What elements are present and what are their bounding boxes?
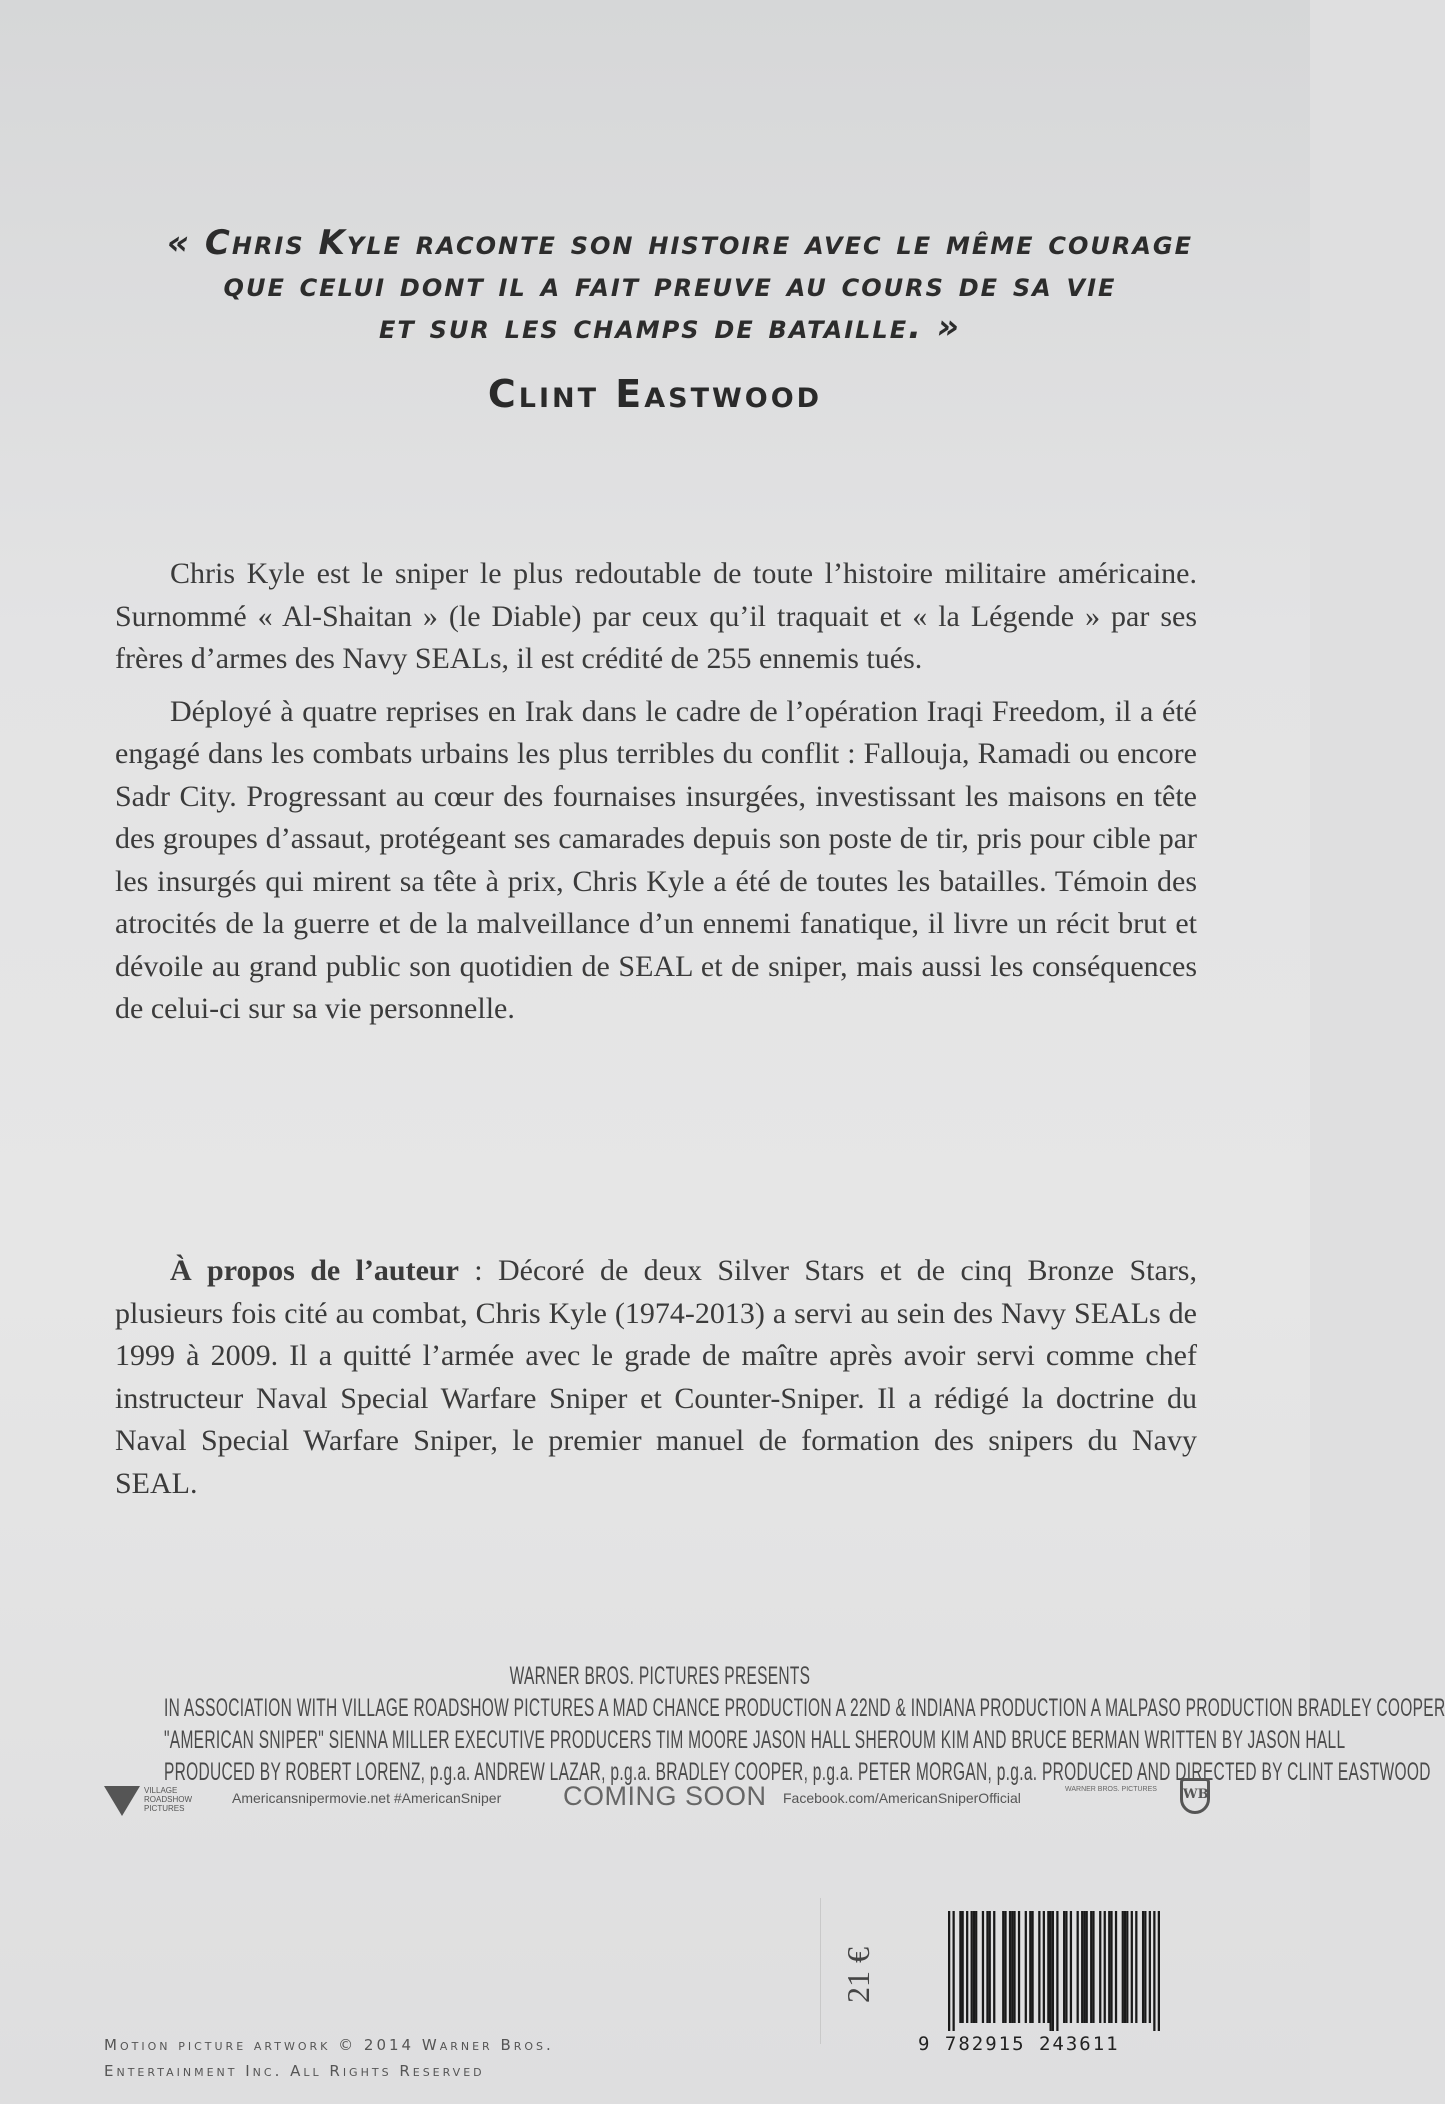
facebook-page-text: Facebook.com/AmericanSniperOfficial	[783, 1790, 1021, 1806]
village-roadshow-v-icon	[104, 1786, 140, 1816]
book-blurb	[115, 553, 1197, 1031]
barcode-bar	[1056, 1911, 1058, 2031]
warner-bros-small-label: WARNER BROS. PICTURES	[1065, 1786, 1157, 1793]
village-roadshow-logo-text: VILLAGE ROADSHOW PICTURES	[144, 1786, 192, 1813]
barcode-bar	[1153, 1911, 1155, 2031]
quote-line: que celui dont il a fait preuve au cours de sa vie	[223, 265, 1117, 305]
barcode-bar	[1131, 1911, 1133, 2023]
isbn-number: 9 782915 243611	[918, 2033, 1120, 2055]
author-bio	[115, 1250, 1197, 1505]
copyright-notice	[104, 2032, 664, 2084]
barcode-bar	[1115, 1911, 1117, 2023]
barcode-bar	[1013, 1911, 1015, 2023]
barcode-bar	[989, 1911, 991, 2023]
barcode-bar	[1149, 1911, 1151, 2023]
barcode-bar	[1081, 1911, 1083, 2023]
barcode-bar	[1122, 1911, 1124, 2023]
barcode-bar	[1004, 1911, 1006, 2023]
barcode-bar	[971, 1911, 973, 2023]
barcode-bar	[1158, 1911, 1160, 2031]
barcode-bar	[993, 1911, 995, 2023]
barcode-bar	[1025, 1911, 1027, 2023]
barcode-bar	[1018, 1911, 1020, 2023]
barcode-bar	[1052, 1911, 1054, 2031]
barcode-bar	[966, 1911, 968, 2023]
barcode-bar	[1031, 1911, 1033, 2023]
copyright-line: Motion picture artwork © 2014 Warner Bros.	[104, 2036, 554, 2054]
barcode-bar	[1124, 1911, 1126, 2023]
price-label: 21 €	[840, 1947, 876, 2003]
barcode-bar	[1043, 1911, 1045, 2023]
film-credits-block	[164, 1660, 1445, 1788]
barcode-bar	[1086, 1911, 1088, 2023]
barcode-bar	[1009, 1911, 1011, 2023]
film-links-row	[100, 1778, 1220, 1818]
barcode-bar	[1047, 1911, 1049, 2023]
barcode-bar	[1108, 1911, 1110, 2023]
film-website-text: Americansnipermovie.net #AmericanSniper	[232, 1790, 502, 1806]
warner-bros-shield-icon: WB	[1180, 1778, 1210, 1814]
credits-line: WARNER BROS. PICTURES PRESENTS	[509, 1662, 811, 1690]
barcode-bar	[1011, 1911, 1013, 2023]
barcode-bar	[1110, 1911, 1112, 2023]
barcode-bar	[1144, 1911, 1146, 2023]
credits-line: PRODUCED BY ROBERT LORENZ, p.g.a. ANDREW LAZAR, p.g.a. BRADLEY COOPER, p.g.a. PETER MORGAN, p.g.a. PRODUCED AND DIRECTED BY CLINT EASTWOOD	[164, 1758, 1431, 1786]
barcode-bar	[1142, 1911, 1144, 2023]
barcode-bar	[1099, 1911, 1101, 2023]
barcode-bar	[1126, 1911, 1128, 2023]
barcode-bar	[1104, 1911, 1106, 2023]
quote-line: et sur les champs de bataille. »	[379, 307, 961, 347]
isbn-barcode	[918, 1905, 1164, 2065]
barcode-bar	[1063, 1911, 1065, 2023]
barcode-bar	[973, 1911, 975, 2023]
barcode-bar	[1070, 1911, 1072, 2023]
barcode-bar	[953, 1911, 955, 2031]
barcode-bar	[986, 1911, 988, 2023]
barcode-bar	[948, 1911, 950, 2031]
barcode-bar	[1029, 1911, 1031, 2023]
quote-line: « Chris Kyle raconte son histoire avec le même courage	[166, 223, 1194, 263]
blurb-paragraph: Déployé à quatre reprises en Irak dans le cadre de l’opération Iraqi Freedom, il a été engagé dans les combats urbains les plus terribles du conflit : Fallouja, Ramadi ou encore Sadr City. Progressant au cœur des fournaises insurgées, investissant les maisons en tête des groupes d’assaut, protégeant ses camarades depuis son poste de tir, pris pour cible par les insurgés qui mirent sa tête à prix, Chris Kyle a été de toutes les batailles. Témoin des atrocités de la guerre et de la malveillance d’un ennemi fanatique, il livre un récit brut et dévoile au grand public son quotidien de SEAL et de sniper, mais aussi les conséquences de celui-ci sur sa vie personnelle.	[115, 694, 1197, 1025]
barcode-bar	[959, 1911, 961, 2023]
quote-attribution: Clint Eastwood	[487, 372, 823, 416]
copyright-line: Entertainment Inc. All Rights Reserved	[104, 2062, 485, 2080]
barcode-icon	[948, 1911, 1160, 2031]
barcode-bar	[982, 1911, 984, 2023]
barcode-bar	[975, 1911, 977, 2023]
author-bio-label: À propos de l’auteur	[170, 1254, 459, 1287]
credits-line: "AMERICAN SNIPER" SIENNA MILLER EXECUTIVE PRODUCERS TIM MOORE JASON HALL SHEROUM KIM AND BRUCE BERMAN WRITTEN BY JASON HALL	[164, 1726, 1346, 1754]
barcode-bar	[962, 1911, 964, 2023]
barcode-bar	[1090, 1911, 1092, 2023]
author-bio-text: : Décoré de deux Silver Stars et de cinq Bronze Stars, plusieurs fois cité au combat, Chris Kyle (1974-2013) a servi au sein des Navy SEALs de 1999 à 2009. Il a quitté l’armée avec le grade de maître après avoir servi comme chef instructeur Naval Special Warfare Sniper et Counter-Sniper. Il a rédigé la doctrine du Naval Special Warfare Sniper, le premier manuel de formation des snipers du Navy SEAL.	[115, 1254, 1197, 1500]
blurb-paragraph: Chris Kyle est le sniper le plus redoutable de toute l’histoire militaire américaine. Surnommé « Al-Shaitan » (le Diable) par ceux qu’il traquait et « la Légende » par ses frères d’armes des Navy SEALs, il est crédité de 255 ennemis tués.	[115, 557, 1197, 675]
barcode-bar	[1049, 1911, 1051, 2031]
barcode-bar	[1135, 1911, 1137, 2023]
barcode-bar	[1038, 1911, 1040, 2023]
pull-quote	[60, 222, 1280, 348]
barcode-bar	[1002, 1911, 1004, 2023]
barcode-bar	[1083, 1911, 1085, 2023]
barcode-bar	[1065, 1911, 1067, 2023]
warner-bros-small-text	[1065, 1786, 1175, 1810]
coming-soon-text: COMING SOON	[563, 1781, 767, 1811]
barcode-bar	[1077, 1911, 1079, 2023]
barcode-bar	[1092, 1911, 1094, 2023]
village-roadshow-logo	[100, 1784, 220, 1822]
credits-line: IN ASSOCIATION WITH VILLAGE ROADSHOW PICTURES A MAD CHANCE PRODUCTION A 22ND & INDIANA PRODUCTION A MALPASO PRODUCTION BRADLEY COOPER	[164, 1694, 1445, 1722]
